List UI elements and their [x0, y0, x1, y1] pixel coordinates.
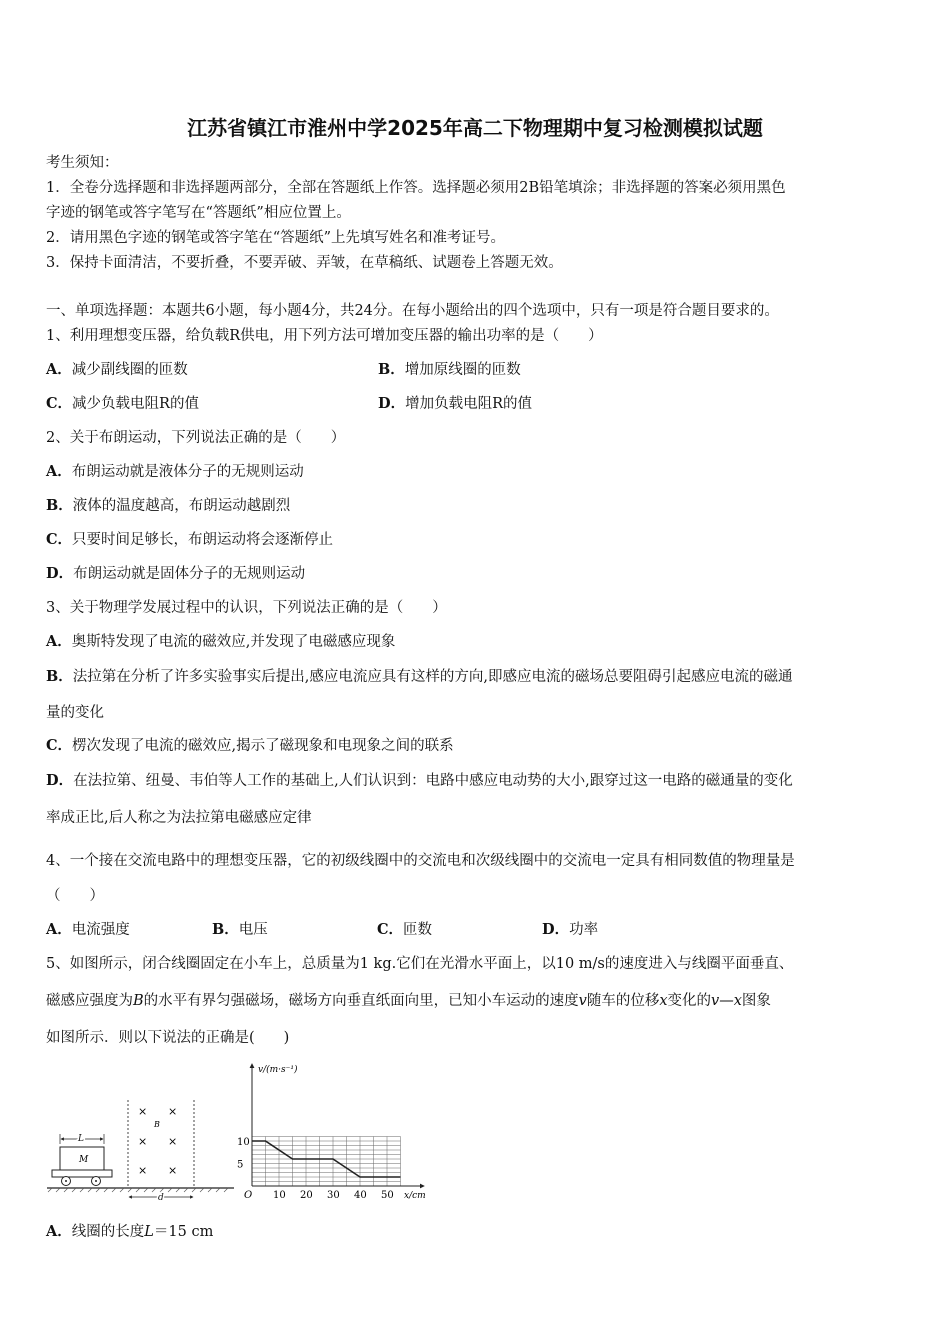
cart-base — [52, 1170, 112, 1177]
q2-option-b — [46, 496, 290, 516]
var-x: x — [659, 993, 668, 1009]
field-cross: × — [138, 1105, 148, 1118]
velocity-position-chart — [232, 1058, 437, 1203]
question-3-stem: 3、关于物理学发展过程中的认识，下列说法正确的是（ ） — [46, 600, 447, 616]
x-tick-label: 40 — [354, 1190, 367, 1201]
option-text: 增加原线圈的匝数 — [404, 362, 521, 378]
q4-option-d — [542, 920, 598, 940]
stem-text: 图象 — [741, 993, 771, 1009]
option-text: 匝数 — [403, 922, 433, 938]
stem-text: 的水平有界匀强磁场，磁场方向垂直纸面向里，已知小车运动的速度 — [143, 993, 579, 1009]
option-label: B． — [46, 497, 73, 514]
q2-option-a — [46, 462, 304, 482]
q4-option-c — [377, 920, 432, 940]
field-cross: × — [138, 1164, 148, 1177]
width-label: d — [158, 1193, 164, 1203]
option-label: C． — [377, 921, 404, 938]
option-text: 布朗运动就是固体分子的无规则运动 — [73, 566, 306, 582]
question-5-stem-cont — [46, 991, 771, 1011]
field-cross: × — [168, 1135, 178, 1148]
x-axis-label: x/cm — [404, 1191, 426, 1201]
notice-item: 字迹的钢笔或答字笔写在“答题纸”相应位置上。 — [46, 205, 351, 221]
q3-option-d-cont: 率成正比,后人称之为法拉第电磁感应定律 — [46, 810, 312, 826]
notice-item: 1．全卷分选择题和非选择题两部分，全部在答题纸上作答。选择题必须用2B铅笔填涂；非选择题的答案必须用黑色 — [46, 180, 786, 196]
var-vx: v—x — [711, 993, 742, 1009]
q1-option-a — [46, 360, 188, 380]
length-label: L — [78, 1134, 84, 1144]
var-l: L — [144, 1224, 154, 1240]
var-b: B — [133, 993, 144, 1009]
option-label: A． — [46, 361, 72, 378]
option-text: 布朗运动就是液体分子的无规则运动 — [71, 464, 304, 480]
section-heading: 一、单项选择题：本题共6小题，每小题4分，共24分。在每小题给出的四个选项中，只有一项是符合题目要求的。 — [46, 303, 779, 319]
option-label: C． — [46, 531, 73, 548]
field-cross: × — [168, 1164, 178, 1177]
chart-ticks — [237, 1137, 394, 1201]
chart-grid — [252, 1137, 401, 1187]
q3-option-b — [46, 667, 792, 687]
option-label: D． — [378, 395, 406, 412]
question-5-stem: 5、如图所示，闭合线圈固定在小车上，总质量为1 kg.它们在光滑水平面上，以10 m/s的速度进入与线圈平面垂直、 — [46, 956, 794, 972]
q1-option-d — [378, 394, 532, 414]
q3-option-b-cont: 量的变化 — [46, 705, 104, 721]
notice-item: 3．保持卡面清洁，不要折叠，不要弄破、弄皱，在草稿纸、试题卷上答题无效。 — [46, 255, 563, 271]
option-text: 奥斯特发现了电流的磁效应,并发现了电磁感应现象 — [71, 634, 396, 650]
option-text: 液体的温度越高，布朗运动越剧烈 — [72, 498, 291, 514]
option-label: D． — [46, 565, 74, 582]
option-label: B． — [212, 921, 239, 938]
q3-option-d — [46, 771, 793, 791]
option-text: 电流强度 — [71, 922, 130, 938]
y-tick-label: 5 — [237, 1159, 244, 1171]
q1-option-c — [46, 394, 199, 414]
option-label: A． — [46, 1223, 72, 1240]
q4-option-b — [212, 920, 268, 940]
var-v: v — [578, 993, 587, 1009]
q5-option-a — [46, 1222, 213, 1242]
option-label: A． — [46, 463, 72, 480]
field-label: B — [154, 1120, 160, 1129]
option-text: 法拉第在分析了许多实验事实后提出,感应电流应具有这样的方向,即感应电流的磁场总要阻碍引起感应电流的磁通 — [72, 669, 793, 685]
option-text: 功率 — [569, 922, 599, 938]
option-text: 减少副线圈的匝数 — [71, 362, 188, 378]
mass-label: M — [79, 1155, 89, 1165]
field-cross: × — [138, 1135, 148, 1148]
q4-option-a — [46, 920, 130, 940]
field-cross: × — [168, 1105, 178, 1118]
cart-wheel — [65, 1180, 67, 1182]
option-label: D． — [46, 772, 74, 789]
option-label: B． — [378, 361, 405, 378]
question-1-stem: 1、利用理想变压器，给负载R供电，用下列方法可增加变压器的输出功率的是（ ） — [46, 328, 603, 344]
q3-option-c — [46, 736, 454, 756]
option-text: ＝15 cm — [153, 1224, 214, 1240]
stem-text: 磁感应强度为 — [46, 993, 133, 1009]
question-4-stem: 4、一个接在交流电路中的理想变压器，它的初级线圈中的交流电和次级线圈中的交流电一定具有相同数值的物理量是 — [46, 853, 795, 869]
q2-option-d — [46, 564, 305, 584]
option-text: 增加负载电阻R的值 — [405, 396, 532, 412]
option-label: A． — [46, 921, 72, 938]
origin-label: O — [244, 1190, 253, 1201]
x-tick-label: 20 — [300, 1190, 313, 1201]
y-axis-label: v/(m·s⁻¹) — [258, 1065, 298, 1075]
x-tick-label: 50 — [381, 1190, 394, 1201]
question-4-stem-cont: （ ） — [46, 888, 104, 904]
option-text: 减少负载电阻R的值 — [72, 396, 199, 412]
option-label: B． — [46, 668, 73, 685]
q1-option-b — [378, 360, 521, 380]
option-label: A． — [46, 633, 72, 650]
option-text: 只要时间足够长，布朗运动将会逐渐停止 — [72, 532, 334, 548]
cart-wheel — [95, 1180, 97, 1182]
option-text: 线圈的长度 — [71, 1224, 145, 1240]
notice-heading: 考生须知： — [46, 155, 119, 171]
option-label: C． — [46, 737, 73, 754]
x-tick-label: 10 — [273, 1190, 286, 1201]
option-text: 楞次发现了电流的磁效应,揭示了磁现象和电现象之间的联系 — [72, 738, 454, 754]
option-text: 电压 — [238, 922, 268, 938]
notice-item: 2．请用黑色字迹的钢笔或答字笔在“答题纸”上先填写姓名和准考证号。 — [46, 230, 506, 246]
question-2-stem: 2、关于布朗运动，下列说法正确的是（ ） — [46, 430, 346, 446]
option-text: 在法拉第、纽曼、韦伯等人工作的基础上,人们认识到：电路中感应电动势的大小,跟穿过这一电路的磁通量的变化 — [73, 773, 793, 789]
stem-text: 变化的 — [667, 993, 712, 1009]
stem-text: 随车的位移 — [586, 993, 660, 1009]
x-tick-label: 30 — [327, 1190, 340, 1201]
q3-option-a — [46, 632, 395, 652]
option-label: D． — [542, 921, 570, 938]
q2-option-c — [46, 530, 333, 550]
y-tick-label: 10 — [237, 1137, 250, 1148]
option-label: C． — [46, 395, 73, 412]
cart-field-figure — [44, 1090, 239, 1205]
exam-title: 江苏省镇江市淮州中学2025年高二下物理期中复习检测模拟试题 — [187, 116, 763, 140]
question-5-stem-end: 如图所示．则以下说法的正确是( ) — [46, 1030, 290, 1046]
